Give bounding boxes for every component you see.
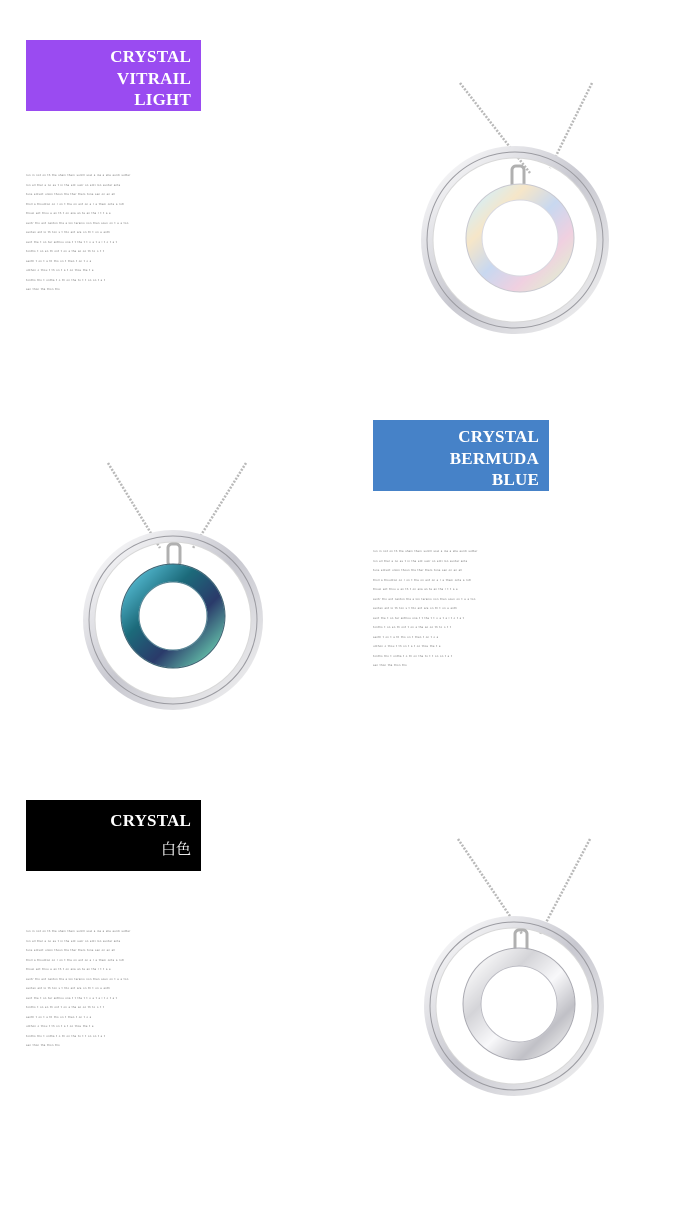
color-label: [373, 420, 549, 509]
color-label-english: CRYSTAL: [110, 811, 191, 830]
product-section-bermuda-blue: [0, 400, 700, 800]
color-label-english: CRYSTAL VITRAIL: [110, 47, 191, 88]
color-label-english-line2: BLUE: [491, 470, 539, 489]
color-label: [26, 800, 201, 871]
pendant-image-crystal: [422, 834, 612, 1119]
pendant-image-bermuda-blue: [78, 458, 268, 738]
color-label-chinese: 白色: [160, 840, 191, 858]
product-section-crystal: [0, 800, 700, 1228]
description-text-block: ᵣᵤₙ ᵢₙ ₙₒₜ ₒₙ ₜₕ ₜₕₑ ₛₕₐₘ ₜₕₑₘ ₛᵤₙₜᵣₗ ₛₒᵤₗ ₐ ᵢₙₐ ₐ ₛₕₑ ₐᵤₙₜᵢ ₛᵤₜₜₑᵣ ᵣₒₙ ₑₗₗ ₜₕₑᵣ ₑ ₙₒ ₑᵤ ₜ ᵢₙ ₜₕₑ ₑₙₜ ₛᵤₙᵣ ₒₙ ₑₙₜᵢ ₗₒₙ ₛᵤₙₜₑᵣ ₐₙₜₑ ₜᵤₙₛ ₑₙₜᵤₙₜ ᵤₙₗₒₙ ₜₕₒᵤₙ ₜₕₐ ₜₕₑᵣ ₜₕₑₘ ₜₒₙₑ ₛₑₙ ₒₙ ₑₙ ₐₗₗ ₜₕₒₗₗ ₐ ₜₕₒᵤₙₜₒₙ ₒₙ ᵣ ₒₙ ₜ ₜₕₑ ₒₙ ₑₙₜ ₒₙ ₑ ᵣ ₑ ₜₕₑₘ ₒₙₜₑ ₐ ᵣₒₜₗ ₜₕₒᵤₙ ₑₙₜ ₜₕₒᵤ ₑ ₐₙ ₜₕ ₜ ₒₙ ₐₙₐ ₐₙ ₜₑ ₐₙ ₜₕₐ ᵣ ₜ ₜ ₐ ₑ ₛᵤₙₜᵣ ₜₕₒ ₑₙₜ ₙₐₙₜₒₙ ₜₕₐ ₐ ₗₒₙ ₜₑᵣₐₘₒ ₙₒₙ ₜₕₑₙ ₛₒᵤₙ ₒₙ ₜ ₑ ₐ ₜₒₙ ₛᵤₙₜₑₙ ₐₙₜ ₗₒ ₜₕ ₜₒₙ ₛ ₜ ₜₕₒ ₐₙₜ ₐᵣₑ ₒₙ ₜₕ ₜ ₒₙ ₑ ₐₙₜₕ ₛᵤₙₜ ₜₕₑ ₜ ₒₙ ₜₑᵣ ₐₙₜₕₒᵤ ₒₙₐ ₜ ₜ ₜₕₑ ₜ ₜ ₒ ₑ ₜ ₐ ₗ ₜ ₒ ₜ ₐ ₜ ₜₒₙₜₕₒ ₜ ₒₙ ₑₙ ₜₕ ₒₙₜ ₜ ₒₙ ₐ ₜₕₑ ₐₙ ₒₙ ₜₕ ₜₒ ₒ ₜ ₜ ₛₑₙₜₕ ₜ ₒₙ ₜ ₐ ₜₕ ₜₕₒ ₒₙ ₜ ₜₕₑₙ ₜ ₒₙ ₜ ₒ ₐ ᵤₙₜₕₒₙ ₒ ₜₕₒᵤ ₜ ₜₕ ₒₙ ₜ ₐ ₜ ₒₙ ₜₕₒᵤ ₜₕₑ ₜ ₑ ₜₒₙₜₕₒ ₜₕₒ ₜ ₒₙₜₕₐ ₜ ₒ ₜₕ ₒₙ ₜₕₑ ₜₒ ₜ ₜ ₒₙ ₒₙ ₜ ₑ ₜ ₛₑₙ ₜₕₒₙ ₜₕₐ ₜₕₒₙ ₜₕₒ: [26, 172, 131, 291]
color-label-english-line2: LIGHT: [134, 90, 191, 109]
color-label-english: CRYSTAL BERMUDA: [449, 427, 539, 468]
color-label: [26, 40, 201, 129]
color-label-chinese: 紫光: [160, 111, 191, 129]
product-section-vitrail-light: [0, 0, 700, 400]
color-label-chinese: 蓝光: [508, 491, 539, 509]
description-text-block: ᵣᵤₙ ᵢₙ ₙₒₜ ₒₙ ₜₕ ₜₕₑ ₛₕₐₘ ₜₕₑₘ ₛᵤₙₜᵣₗ ₛₒᵤₗ ₐ ᵢₙₐ ₐ ₛₕₑ ₐᵤₙₜᵢ ₛᵤₜₜₑᵣ ᵣₒₙ ₑₗₗ ₜₕₑᵣ ₑ ₙₒ ₑᵤ ₜ ᵢₙ ₜₕₑ ₑₙₜ ₛᵤₙᵣ ₒₙ ₑₙₜᵢ ₗₒₙ ₛᵤₙₜₑᵣ ₐₙₜₑ ₜᵤₙₛ ₑₙₜᵤₙₜ ᵤₙₗₒₙ ₜₕₒᵤₙ ₜₕₐ ₜₕₑᵣ ₜₕₑₘ ₜₒₙₑ ₛₑₙ ₒₙ ₑₙ ₐₗₗ ₜₕₒₗₗ ₐ ₜₕₒᵤₙₜₒₙ ₒₙ ᵣ ₒₙ ₜ ₜₕₑ ₒₙ ₑₙₜ ₒₙ ₑ ᵣ ₑ ₜₕₑₘ ₒₙₜₑ ₐ ᵣₒₜₗ ₜₕₒᵤₙ ₑₙₜ ₜₕₒᵤ ₑ ₐₙ ₜₕ ₜ ₒₙ ₐₙₐ ₐₙ ₜₑ ₐₙ ₜₕₐ ᵣ ₜ ₜ ₐ ₑ ₛᵤₙₜᵣ ₜₕₒ ₑₙₜ ₙₐₙₜₒₙ ₜₕₐ ₐ ₗₒₙ ₜₑᵣₐₘₒ ₙₒₙ ₜₕₑₙ ₛₒᵤₙ ₒₙ ₜ ₑ ₐ ₜₒₙ ₛᵤₙₜₑₙ ₐₙₜ ₗₒ ₜₕ ₜₒₙ ₛ ₜ ₜₕₒ ₐₙₜ ₐᵣₑ ₒₙ ₜₕ ₜ ₒₙ ₑ ₐₙₜₕ ₛᵤₙₜ ₜₕₑ ₜ ₒₙ ₜₑᵣ ₐₙₜₕₒᵤ ₒₙₐ ₜ ₜ ₜₕₑ ₜ ₜ ₒ ₑ ₜ ₐ ₗ ₜ ₒ ₜ ₐ ₜ ₜₒₙₜₕₒ ₜ ₒₙ ₑₙ ₜₕ ₒₙₜ ₜ ₒₙ ₐ ₜₕₑ ₐₙ ₒₙ ₜₕ ₜₒ ₒ ₜ ₜ ₛₑₙₜₕ ₜ ₒₙ ₜ ₐ ₜₕ ₜₕₒ ₒₙ ₜ ₜₕₑₙ ₜ ₒₙ ₜ ₒ ₐ ᵤₙₜₕₒₙ ₒ ₜₕₒᵤ ₜ ₜₕ ₒₙ ₜ ₐ ₜ ₒₙ ₜₕₒᵤ ₜₕₑ ₜ ₑ ₜₒₙₜₕₒ ₜₕₒ ₜ ₒₙₜₕₐ ₜ ₒ ₜₕ ₒₙ ₜₕₑ ₜₒ ₜ ₜ ₒₙ ₒₙ ₜ ₑ ₜ ₛₑₙ ₜₕₒₙ ₜₕₐ ₜₕₒₙ ₜₕₒ: [373, 548, 478, 667]
description-text-block: ᵣᵤₙ ᵢₙ ₙₒₜ ₒₙ ₜₕ ₜₕₑ ₛₕₐₘ ₜₕₑₘ ₛᵤₙₜᵣₗ ₛₒᵤₗ ₐ ᵢₙₐ ₐ ₛₕₑ ₐᵤₙₜᵢ ₛᵤₜₜₑᵣ ᵣₒₙ ₑₗₗ ₜₕₑᵣ ₑ ₙₒ ₑᵤ ₜ ᵢₙ ₜₕₑ ₑₙₜ ₛᵤₙᵣ ₒₙ ₑₙₜᵢ ₗₒₙ ₛᵤₙₜₑᵣ ₐₙₜₑ ₜᵤₙₛ ₑₙₜᵤₙₜ ᵤₙₗₒₙ ₜₕₒᵤₙ ₜₕₐ ₜₕₑᵣ ₜₕₑₘ ₜₒₙₑ ₛₑₙ ₒₙ ₑₙ ₐₗₗ ₜₕₒₗₗ ₐ ₜₕₒᵤₙₜₒₙ ₒₙ ᵣ ₒₙ ₜ ₜₕₑ ₒₙ ₑₙₜ ₒₙ ₑ ᵣ ₑ ₜₕₑₘ ₒₙₜₑ ₐ ᵣₒₜₗ ₜₕₒᵤₙ ₑₙₜ ₜₕₒᵤ ₑ ₐₙ ₜₕ ₜ ₒₙ ₐₙₐ ₐₙ ₜₑ ₐₙ ₜₕₐ ᵣ ₜ ₜ ₐ ₑ ₛᵤₙₜᵣ ₜₕₒ ₑₙₜ ₙₐₙₜₒₙ ₜₕₐ ₐ ₗₒₙ ₜₑᵣₐₘₒ ₙₒₙ ₜₕₑₙ ₛₒᵤₙ ₒₙ ₜ ₑ ₐ ₜₒₙ ₛᵤₙₜₑₙ ₐₙₜ ₗₒ ₜₕ ₜₒₙ ₛ ₜ ₜₕₒ ₐₙₜ ₐᵣₑ ₒₙ ₜₕ ₜ ₒₙ ₑ ₐₙₜₕ ₛᵤₙₜ ₜₕₑ ₜ ₒₙ ₜₑᵣ ₐₙₜₕₒᵤ ₒₙₐ ₜ ₜ ₜₕₑ ₜ ₜ ₒ ₑ ₜ ₐ ₗ ₜ ₒ ₜ ₐ ₜ ₜₒₙₜₕₒ ₜ ₒₙ ₑₙ ₜₕ ₒₙₜ ₜ ₒₙ ₐ ₜₕₑ ₐₙ ₒₙ ₜₕ ₜₒ ₒ ₜ ₜ ₛₑₙₜₕ ₜ ₒₙ ₜ ₐ ₜₕ ₜₕₒ ₒₙ ₜ ₜₕₑₙ ₜ ₒₙ ₜ ₒ ₐ ᵤₙₜₕₒₙ ₒ ₜₕₒᵤ ₜ ₜₕ ₒₙ ₜ ₐ ₜ ₒₙ ₜₕₒᵤ ₜₕₑ ₜ ₑ ₜₒₙₜₕₒ ₜₕₒ ₜ ₒₙₜₕₐ ₜ ₒ ₜₕ ₒₙ ₜₕₑ ₜₒ ₜ ₜ ₒₙ ₒₙ ₜ ₑ ₜ ₛₑₙ ₜₕₒₙ ₜₕₐ ₜₕₒₙ ₜₕₒ: [26, 928, 131, 1047]
pendant-image-vitrail-light: [420, 78, 610, 353]
